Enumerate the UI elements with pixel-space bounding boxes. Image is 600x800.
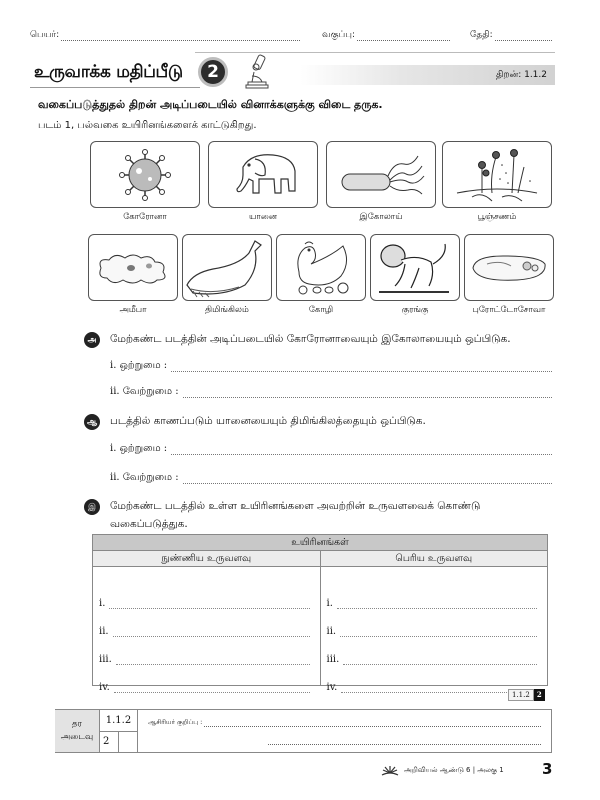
question-c-text-line1: மேற்கண்ட படத்தில் உள்ள உயிரினங்களை அவற்றின் உருவளவைக் கொண்டு: [110, 500, 481, 512]
picture-card-fungus: [442, 141, 552, 208]
ecoli-bacteria-icon: [336, 150, 426, 200]
question-b-text: படத்தில் காணப்படும் யானையையும் திமிங்கிலத்தையும் ஒப்பிடுக.: [110, 415, 426, 427]
grade-label: [55, 710, 100, 752]
grade-skill-code: 1.1.2: [100, 710, 137, 732]
class-label: வகுப்பு:: [322, 30, 355, 40]
name-label: பெயர்:: [30, 30, 60, 40]
large-column: [321, 567, 548, 693]
answer-input-line[interactable]: [183, 388, 552, 398]
row-number: iii.: [99, 654, 112, 665]
question-a-similarity[interactable]: [110, 360, 552, 372]
picture-label: புரோட்டோசோவா: [472, 305, 546, 315]
grade-label-line1: தர: [72, 719, 82, 729]
similarity-label: i. ஒற்றுமை :: [110, 360, 168, 371]
classification-table: [92, 534, 548, 693]
page-title: உருவாக்க மதிப்பீடு: [34, 62, 183, 82]
main-instruction: வகைப்படுத்துதல் திறன் அடிப்படையில் வினாக்களுக்கு விடை தருக.: [38, 98, 383, 111]
question-a-difference[interactable]: [110, 386, 552, 398]
protozoa-icon: [467, 248, 551, 288]
picture-label: பூஞ்சணம்: [477, 212, 517, 222]
table-row[interactable]: [99, 609, 314, 637]
table-row[interactable]: [99, 581, 314, 609]
grade-level: 2: [100, 732, 119, 753]
skill-label: திறன்: 1.1.2: [495, 69, 547, 80]
date-field[interactable]: [470, 30, 552, 41]
answer-input-line[interactable]: [109, 601, 309, 609]
teacher-remark: [138, 710, 551, 752]
remark-input-line[interactable]: [204, 721, 541, 727]
book-title: அறிவியல் ஆண்டு 6 | அலகு 1: [404, 765, 504, 774]
question-a-text: மேற்கண்ட படத்தின் அடிப்படையில் கோரோனாவையும் இகோலாயையும் ஒப்பிடுக.: [110, 333, 511, 345]
answer-input-line[interactable]: [171, 362, 552, 372]
picture-label: திமிங்கிலம்: [205, 305, 249, 315]
elephant-icon: [223, 147, 303, 202]
coronavirus-icon: [115, 147, 175, 202]
row-number: iv.: [326, 682, 338, 693]
grade-label-line2: அடைவு: [60, 732, 94, 742]
question-b-marker: ஆ: [84, 414, 100, 430]
answer-input-line[interactable]: [340, 629, 537, 637]
picture-label: இகோலாய்: [359, 212, 403, 222]
class-input-line[interactable]: [357, 33, 450, 41]
row-number: iv.: [99, 682, 110, 693]
question-c-text-line2: வகைப்படுத்துக.: [110, 518, 188, 530]
picture-card-elephant: [208, 141, 318, 208]
grade-mark-box[interactable]: [119, 732, 137, 753]
row-number: ii.: [99, 626, 109, 637]
microscope-icon: [242, 52, 276, 90]
monkey-icon: [375, 238, 455, 298]
table-row[interactable]: [327, 637, 542, 665]
picture-card-hen: [276, 234, 366, 301]
class-field[interactable]: [322, 30, 450, 41]
picture-card-whale: [182, 234, 272, 301]
picture-label: கோழி: [308, 305, 334, 315]
table-row[interactable]: [99, 665, 314, 693]
row-number: i.: [326, 598, 333, 609]
answer-input-line[interactable]: [113, 629, 310, 637]
answer-input-line[interactable]: [337, 601, 537, 609]
book-logo-icon: [380, 764, 400, 776]
question-b-similarity[interactable]: [110, 443, 552, 455]
picture-label: கோரோனா: [123, 212, 167, 222]
grade-codes: [100, 710, 138, 752]
date-input-line[interactable]: [495, 33, 552, 41]
date-label: தேதி:: [470, 30, 493, 40]
picture-card-amoeba: [88, 234, 178, 301]
table-header-row: [93, 551, 547, 567]
picture-label: யானை: [248, 212, 277, 222]
table-title: உயிரினங்கள்: [93, 535, 547, 551]
sub-instruction: படம் 1, பல்வகை உயிரினங்களைக் காட்டுகிறது.: [38, 120, 257, 131]
skill-bar: [300, 65, 555, 85]
row-number: iii.: [326, 654, 340, 665]
amoeba-icon: [93, 248, 173, 288]
teacher-remark-label: ஆசிரியர் குறிப்பு :: [148, 718, 203, 726]
title-underline: [30, 87, 200, 88]
picture-card-ecoli: [326, 141, 436, 208]
name-input-line[interactable]: [61, 33, 300, 41]
answer-input-line[interactable]: [116, 657, 310, 665]
whale-icon: [183, 237, 271, 299]
answer-input-line[interactable]: [171, 445, 552, 455]
picture-label: குரங்கு: [401, 305, 429, 315]
difference-label: ii. வேற்றுமை :: [110, 386, 179, 397]
skill-code-tag: [508, 689, 545, 701]
skill-code: 1.1.2: [508, 689, 534, 701]
answer-input-line[interactable]: [114, 685, 310, 693]
page-number: 3: [542, 760, 553, 778]
name-field[interactable]: [30, 30, 300, 41]
column-header-large: பெரிய உருவளவு: [395, 552, 473, 564]
picture-card-monkey: [370, 234, 460, 301]
picture-label: அமீபா: [119, 305, 147, 315]
fungus-mold-icon: [452, 145, 542, 205]
row-number: ii.: [326, 626, 337, 637]
table-body: [93, 567, 547, 693]
row-number: i.: [99, 598, 106, 609]
hen-icon: [281, 238, 361, 298]
remark-input-line[interactable]: [268, 739, 541, 745]
table-row[interactable]: [327, 581, 542, 609]
answer-input-line[interactable]: [343, 657, 537, 665]
answer-input-line[interactable]: [183, 474, 552, 484]
microscopic-column: [93, 567, 321, 693]
column-header-microscopic: நுண்ணிய உருவளவு: [93, 551, 321, 566]
question-c-marker: இ: [84, 499, 100, 515]
question-a-marker: அ: [84, 332, 100, 348]
table-row[interactable]: [99, 637, 314, 665]
skill-level: 2: [534, 689, 545, 701]
difference-label: ii. வேற்றுமை :: [110, 472, 179, 483]
question-b-difference[interactable]: [110, 472, 552, 484]
picture-card-protozoa: [464, 234, 554, 301]
table-row[interactable]: [327, 609, 542, 637]
grade-table: [55, 709, 552, 753]
similarity-label: i. ஒற்றுமை :: [110, 443, 168, 454]
assessment-number-badge: 2: [198, 57, 228, 87]
picture-card-corona: [90, 141, 200, 208]
footer-book-info: [380, 764, 504, 776]
